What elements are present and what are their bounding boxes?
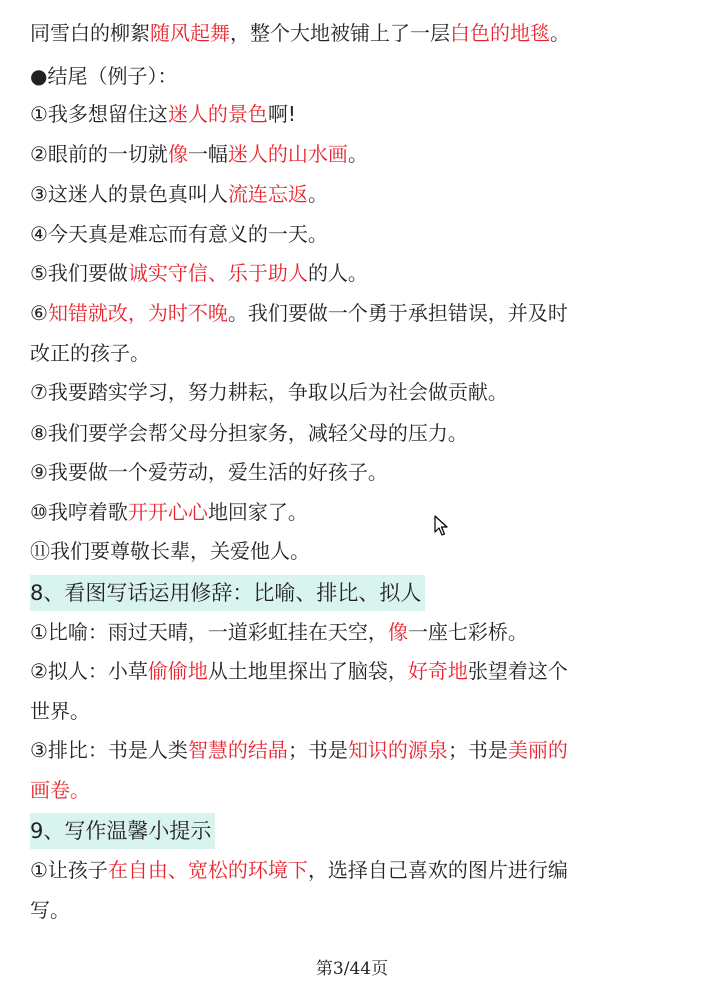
highlighted-text: 随风起舞: [150, 21, 230, 45]
section-heading-9: 9、写作温馨小提示: [30, 813, 215, 849]
section-heading-8: 8、看图写话运用修辞：比喻、排比、拟人: [30, 575, 425, 611]
text-line: [30, 737, 690, 763]
highlighted-text: 好奇地: [407, 659, 468, 683]
highlighted-text: 知识的源泉: [347, 738, 448, 762]
text-segment: ③这迷人的景色真叫人: [30, 182, 228, 206]
text-line: [30, 777, 690, 803]
highlighted-text: 迷人的山水画: [227, 142, 348, 166]
text-line: [30, 857, 690, 883]
text-segment: 。: [550, 21, 570, 45]
text-segment: 的人。: [307, 261, 368, 285]
text-segment: 。我们要做一个勇于承担错误，并及时: [227, 301, 568, 325]
text-segment: ④今天真是难忘而有意义的一天。: [30, 222, 328, 246]
text-line: [30, 698, 690, 724]
text-segment: ⑩我哼着歌: [30, 500, 128, 524]
text-segment: ②眼前的一切就: [30, 142, 168, 166]
text-line: [30, 340, 690, 366]
highlighted-text: 美丽的: [507, 738, 568, 762]
text-line: [30, 300, 690, 326]
text-line: [30, 619, 690, 645]
text-line: [30, 658, 690, 684]
text-segment: 从土地里探出了脑袋，: [207, 659, 408, 683]
text-segment: 一座七彩桥。: [407, 620, 528, 644]
text-line: [30, 20, 690, 46]
text-segment: ⑪我们要尊敬长辈，关爱他人。: [30, 539, 310, 563]
highlighted-text: 画卷。: [30, 778, 90, 802]
text-segment: 地回家了。: [207, 500, 308, 524]
text-segment: ，选择自己喜欢的图片进行编: [307, 858, 568, 882]
text-segment: ；书是: [447, 738, 508, 762]
highlighted-text: 知错就改，为时不晚: [47, 301, 228, 325]
text-line: [30, 538, 690, 564]
text-line: [30, 221, 690, 247]
text-segment: 同雪白的柳絮: [30, 21, 150, 45]
highlighted-text: 流连忘返: [227, 182, 308, 206]
text-segment: ①让孩子: [30, 858, 108, 882]
highlighted-text: 像: [167, 142, 188, 166]
text-segment: ①我多想留住这: [30, 102, 168, 126]
text-segment: ②拟人：小草: [30, 659, 148, 683]
text-segment: 世界。: [30, 699, 90, 723]
text-segment: ③排比：书是人类: [30, 738, 188, 762]
highlighted-text: 像: [387, 620, 408, 644]
text-line: [30, 63, 690, 89]
highlighted-text: 诚实守信、乐于助人: [127, 261, 308, 285]
highlighted-text: 开开心心: [127, 500, 208, 524]
text-segment: ，整个大地被铺上了一层: [230, 21, 450, 45]
text-line: [30, 141, 690, 167]
text-segment: ⑤我们要做: [30, 261, 128, 285]
text-segment: ⑥: [30, 301, 48, 325]
text-segment: ；书是: [287, 738, 348, 762]
text-segment: ●结尾（例子）：: [30, 64, 178, 88]
text-segment: 啊!: [267, 102, 296, 126]
text-segment: ①比喻：雨过天晴，一道彩虹挂在天空，: [30, 620, 388, 644]
text-segment: 改正的孩子。: [30, 341, 150, 365]
text-line: [30, 260, 690, 286]
text-segment: ⑧我们要学会帮父母分担家务，减轻父母的压力。: [30, 421, 468, 445]
text-line: [30, 897, 690, 923]
text-segment: ⑦我要踏实学习，努力耕耘，争取以后为社会做贡献。: [30, 380, 508, 404]
mouse-pointer-icon: [434, 515, 448, 537]
highlighted-text: 迷人的景色: [167, 102, 268, 126]
text-segment: 一幅: [187, 142, 228, 166]
text-line: [30, 420, 690, 446]
text-segment: ⑨我要做一个爱劳动，爱生活的好孩子。: [30, 460, 388, 484]
highlighted-text: 在自由、宽松的环境下: [107, 858, 308, 882]
text-line: [30, 499, 690, 525]
highlighted-text: 白色的地毯: [450, 21, 550, 45]
page-number: 第3/44页: [315, 959, 389, 979]
highlighted-text: 智慧的结晶: [187, 738, 288, 762]
text-line: [30, 379, 690, 405]
text-line: [30, 459, 690, 485]
text-segment: 。: [307, 182, 328, 206]
text-segment: 。: [347, 142, 368, 166]
text-line: [30, 101, 690, 127]
text-segment: 写。: [30, 898, 70, 922]
text-line: [30, 181, 690, 207]
text-segment: 张望着这个: [467, 659, 568, 683]
highlighted-text: 偷偷地: [147, 659, 208, 683]
